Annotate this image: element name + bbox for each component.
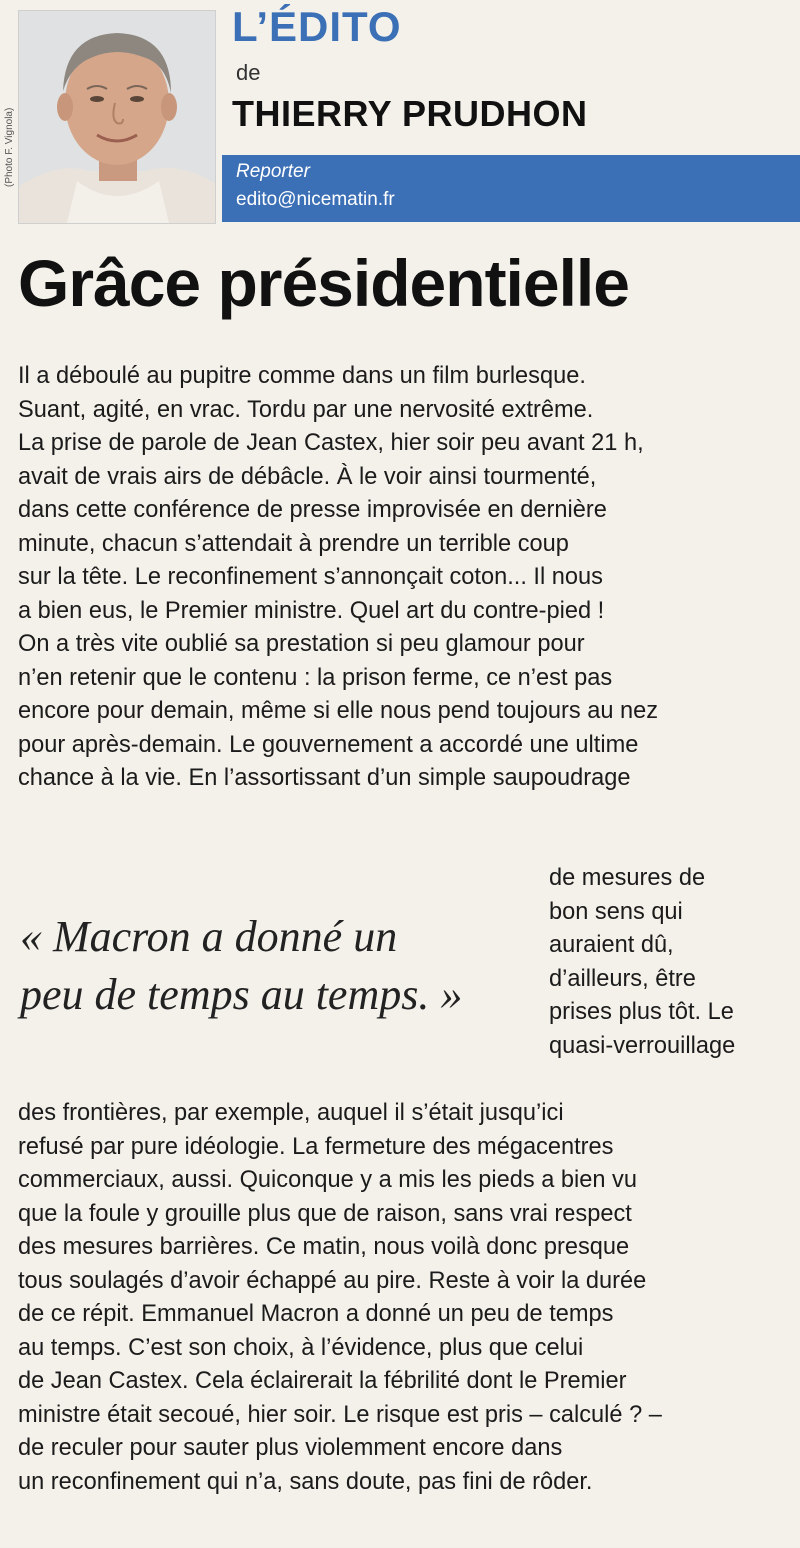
article-title: Grâce présidentielle (18, 246, 629, 320)
author-name: THIERRY PRUDHON (232, 93, 588, 134)
text-line: avait de vrais airs de débâcle. À le voir ainsi tourmenté, (18, 463, 597, 490)
text-line: de reculer pour sauter plus violemment encore dans (18, 1435, 563, 1461)
text-line: de ce répit. Emmanuel Macron a donné un peu de temps (18, 1301, 614, 1327)
text-line: dans cette conférence de presse improvisée en dernière (18, 497, 607, 523)
text-line: chance à la vie. En l’assortissant d’un simple saupoudrage (18, 765, 631, 791)
text-line: refusé par pure idéologie. La fermeture des mégacentres (18, 1133, 614, 1160)
text-line: Suant, agité, en vrac. Tordu par une nervosité extrême. (18, 396, 594, 423)
text-line: ministre était secoué, hier soir. Le risque est pris – calculé ? – (18, 1401, 662, 1428)
author-info-band (222, 155, 800, 222)
text-line: minute, chacun s’attendait à prendre un terrible coup (18, 530, 569, 557)
text-line: quasi-verrouillage (549, 1032, 736, 1059)
author-prefix: de (236, 60, 261, 85)
author-email[interactable]: edito@nicematin.fr (236, 189, 395, 210)
text-line: encore pour demain, même si elle nous pend toujours au nez (18, 698, 659, 724)
text-line: de mesures de (549, 865, 706, 891)
text-line: On a très vite oublié sa prestation si peu glamour pour (18, 631, 585, 657)
pull-quote-line: « Macron a donné un (20, 912, 398, 961)
article-paragraph-1 (18, 360, 798, 796)
author-portrait (18, 10, 216, 224)
text-line: sur la tête. Le reconfinement s’annonçait coton... Il nous (18, 564, 603, 590)
pull-quote-line: peu de temps au temps. » (20, 970, 463, 1019)
text-line: d’ailleurs, être (549, 965, 696, 992)
text-line: n’en retenir que le contenu : la prison ferme, ce n’est pas (18, 664, 613, 691)
portrait-image (19, 11, 215, 223)
author-role: Reporter (236, 161, 310, 182)
section-label: L’ÉDITO (232, 3, 402, 50)
text-line: a bien eus, le Premier ministre. Quel art du contre-pied ! (18, 597, 605, 624)
article-paragraph-2 (549, 862, 794, 1063)
text-line: tous soulagés d’avoir échappé au pire. Reste à voir la durée (18, 1267, 647, 1294)
text-line: pour après-demain. Le gouvernement a accordé une ultime (18, 731, 639, 758)
pull-quote (20, 908, 540, 1024)
text-line: au temps. C’est son choix, à l’évidence, plus que celui (18, 1334, 584, 1361)
text-line: bon sens qui (549, 898, 683, 925)
text-line: commerciaux, aussi. Quiconque y a mis les pieds a bien vu (18, 1167, 637, 1193)
article-paragraph-3 (18, 1097, 798, 1499)
text-line: que la foule y grouille plus que de raison, sans vrai respect (18, 1200, 632, 1227)
text-line: La prise de parole de Jean Castex, hier soir peu avant 21 h, (18, 430, 644, 456)
text-line: Il a déboulé au pupitre comme dans un film burlesque. (18, 363, 586, 389)
text-line: prises plus tôt. Le (549, 999, 734, 1025)
text-line: un reconfinement qui n’a, sans doute, pas fini de rôder. (18, 1468, 593, 1495)
text-line: des frontières, par exemple, auquel il s’était jusqu’ici (18, 1100, 564, 1126)
photo-credit: (Photo F. Vignola) (4, 107, 15, 187)
text-line: des mesures barrières. Ce matin, nous voilà donc presque (18, 1234, 630, 1260)
text-line: de Jean Castex. Cela éclairerait la fébrilité dont le Premier (18, 1368, 627, 1394)
text-line: auraient dû, (549, 932, 674, 958)
